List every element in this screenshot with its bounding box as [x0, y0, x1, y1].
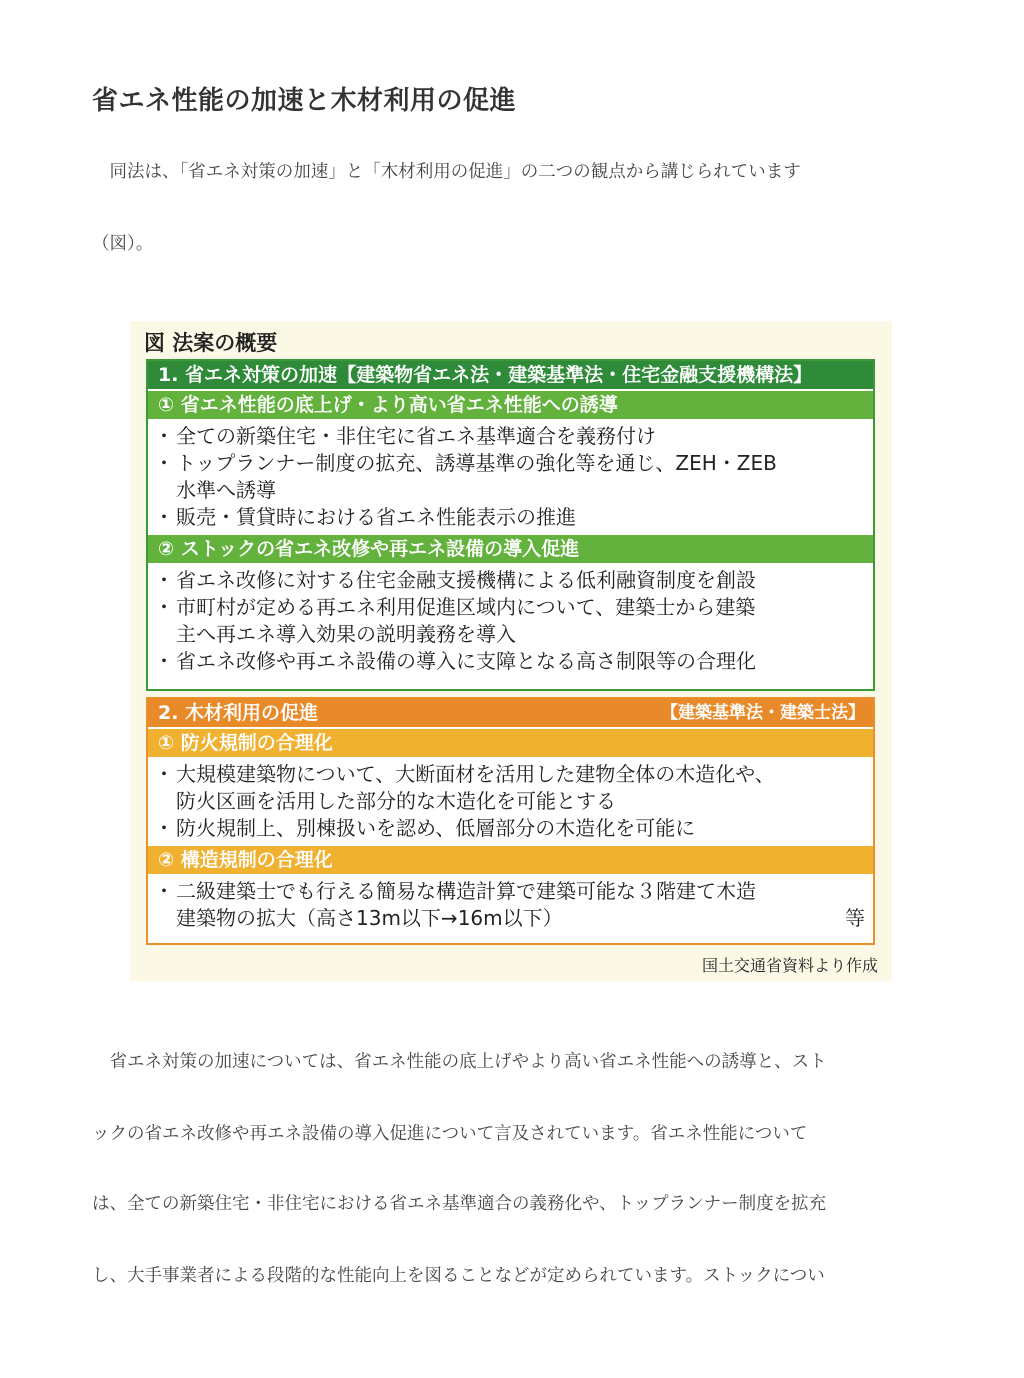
list-item: ・ 販売・賃貸時における省エネ性能表示の推進	[160, 504, 865, 531]
section-wood-use	[146, 697, 875, 945]
section2-sub1-items	[148, 757, 873, 844]
summary-figure	[130, 321, 892, 981]
section2-laws: 【建築基準法・建築士法】	[661, 703, 865, 723]
section2-sub2-header: ② 構造規制の合理化	[148, 846, 873, 874]
section2-header	[148, 699, 873, 727]
list-item-continuation: 防火区画を活用した部分的な木造化を可能とする	[176, 789, 616, 813]
list-item: ・ 二級建築士でも行える簡易な構造計算で建築可能な３階建て木造 建築物の拡大（高さ13m以下→16m以下） 等	[160, 878, 865, 932]
section1-title: 1. 省エネ対策の加速	[158, 364, 338, 386]
list-item: ・ 防火規制上、別棟扱いを認め、低層部分の木造化を可能に	[160, 815, 865, 842]
list-item: ・ 市町村が定める再エネ利用促進区域内について、建築士から建築 主へ再エネ導入効果の説明義務を導入	[160, 594, 865, 648]
section1-sub1-items	[148, 419, 873, 533]
body-line-4: し、大手事業者による段階的な性能向上を図ることなどが定められています。ストックについ	[92, 1266, 825, 1286]
figure-source: 国土交通省資料より作成	[701, 956, 878, 975]
section2-sub1-header: ① 防火規制の合理化	[148, 729, 873, 757]
section2-sub2-items	[148, 874, 873, 934]
intro-line-1: 同法は、「省エネ対策の加速」と「木材利用の促進」の二つの観点から講じられています	[92, 162, 801, 182]
list-item: ・ 省エネ改修や再エネ設備の導入に支障となる高さ制限等の合理化	[160, 648, 865, 675]
list-item-continuation: 主へ再エネ導入効果の説明義務を導入	[176, 622, 516, 646]
figure-title: 図 法案の概要	[144, 331, 278, 355]
section1-header	[148, 361, 873, 389]
section1-laws: 【建築物省エネ法・建築基準法・住宅金融支援機構法】	[337, 364, 813, 386]
list-item: ・ 大規模建築物について、大断面材を活用した建物全体の木造化や、 防火区画を活用した部分的な木造化を可能とする	[160, 761, 865, 815]
section-energy-saving	[146, 359, 875, 691]
body-line-3: は、全ての新築住宅・非住宅における省エネ基準適合の義務化や、トップランナー制度を拡充	[92, 1194, 827, 1214]
section1-sub2-items	[148, 563, 873, 677]
list-item-continuation: 建築物の拡大（高さ13m以下→16m以下）	[176, 906, 563, 930]
page-title: 省エネ性能の加速と木材利用の促進	[92, 86, 517, 116]
list-item-continuation: 水準へ誘導	[176, 478, 276, 502]
list-item: ・ 全ての新築住宅・非住宅に省エネ基準適合を義務付け	[160, 423, 865, 450]
body-line-2: ックの省エネ改修や再エネ設備の導入促進について言及されています。省エネ性能について	[92, 1124, 808, 1144]
list-item: ・ 省エネ改修に対する住宅金融支援機構による低利融資制度を創設	[160, 567, 865, 594]
etc-label: 等	[845, 906, 865, 930]
section2-title: 2. 木材利用の促進	[158, 702, 319, 724]
body-line-1: 省エネ対策の加速については、省エネ性能の底上げやより高い省エネ性能への誘導と、スト	[92, 1052, 827, 1072]
section1-sub1-header: ① 省エネ性能の底上げ・より高い省エネ性能への誘導	[148, 391, 873, 419]
intro-line-2: （図）。	[92, 234, 154, 254]
list-item: ・ トップランナー制度の拡充、誘導基準の強化等を通じ、ZEH・ZEB 水準へ誘導	[160, 450, 865, 504]
section1-sub2-header: ② ストックの省エネ改修や再エネ設備の導入促進	[148, 535, 873, 563]
